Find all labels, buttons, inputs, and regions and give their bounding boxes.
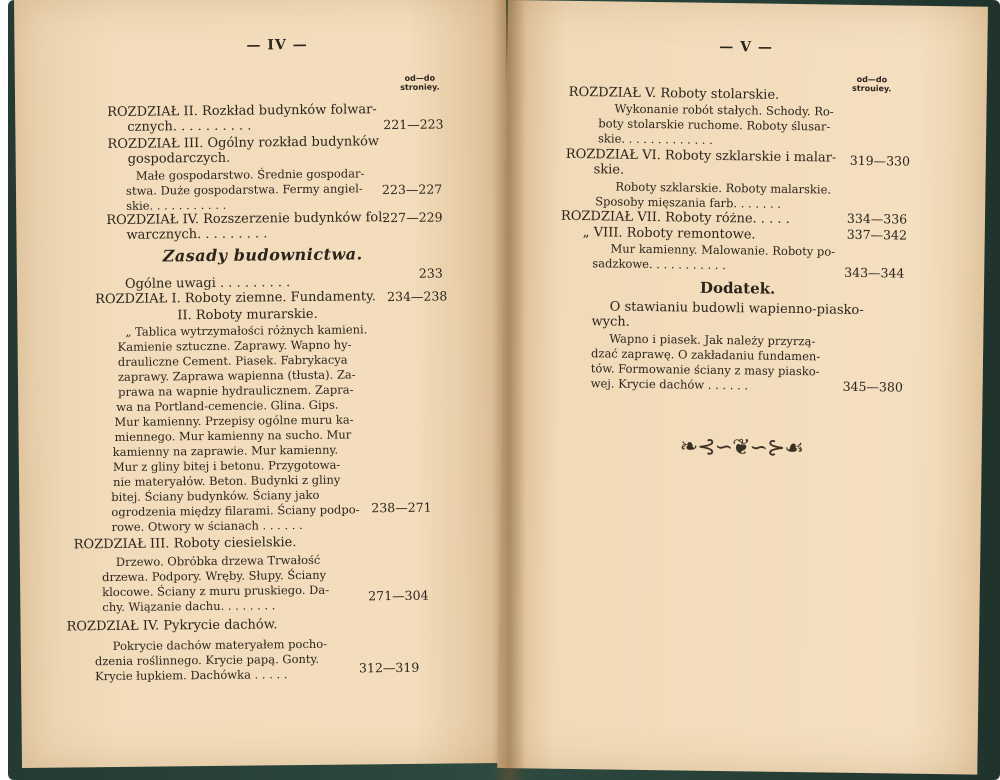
page-range: 227—229 <box>382 209 443 226</box>
toc-line: Wykonanie robót stałych. Schody. Ro- <box>614 101 834 119</box>
toc-line: stwa. Duże gospodarstwa. Fermy angiel- <box>125 181 363 198</box>
page-range: 221—223 <box>383 116 444 133</box>
page-range: 334—336 <box>846 210 908 227</box>
toc-line: kamienny na zaprawie. Mur kamienny. <box>112 442 339 459</box>
section-title: Zasady budownictwa. <box>162 244 363 266</box>
toc-line: cznych. . . . . . . . . . <box>127 118 252 135</box>
toc-line: chy. Wiązanie dachu. . . . . . . . <box>102 598 276 615</box>
toc-line: zaprawy. Zaprawa wapienna (tłusta). Za- <box>117 367 356 384</box>
toc-line: O stawianiu budowli wapienno-piasko- <box>609 299 864 318</box>
toc-entry: ROZDZIAŁ VI. Roboty szklarskie i malar- <box>565 146 837 166</box>
toc-line: sadzkowe. . . . . . . . . . . <box>592 256 726 273</box>
toc-line: skie. . . . . . . . . . . . . <box>597 131 713 147</box>
left-page <box>14 0 514 768</box>
toc-entry: ROZDZIAŁ III. Ogólny rozkład budynków <box>107 134 380 153</box>
page-range: 233 <box>418 265 443 281</box>
ornament-flourish: ❧⊰∽❦∽⊱☙ <box>679 434 804 462</box>
toc-line: Wapno i piasek. Jak należy przyrzą- <box>609 331 816 349</box>
page-range: 271—304 <box>368 587 429 604</box>
toc-line: drzewa. Podpory. Wręby. Słupy. Ściany <box>101 567 327 585</box>
toc-entry: ROZDZIAŁ V. Roboty stolarskie. <box>568 84 780 103</box>
toc-line: Małe gospodarstwo. Średnie gospodar- <box>135 166 365 183</box>
toc-line: boty stolarskie ruchome. Roboty ślusar- <box>598 116 831 134</box>
toc-line: Ogólne uwagi . . . . . . . . . <box>124 275 291 292</box>
page-range: 223—227 <box>381 181 443 198</box>
toc-line: rowe. Otwory w ścianach . . . . . . <box>111 518 303 535</box>
toc-line: tów. Formowanie ściany z masy piasko- <box>590 361 820 379</box>
toc-line: Mur kamienny. Przepisy ogólne muru ka- <box>114 412 354 429</box>
toc-line: klocowe. Ściany z muru pruskiego. Da- <box>102 582 330 600</box>
toc-entry: „ VIII. Roboty remontowe. <box>582 225 756 243</box>
page-range: 343—344 <box>844 264 905 281</box>
toc-line: Mur kamienny. Malowanie. Roboty po- <box>610 241 836 259</box>
page-number: — V — <box>719 38 774 56</box>
column-header: od—do stroniey. <box>400 73 440 92</box>
toc-entry: ROZDZIAŁ I. Roboty ziemne. Fundamenty. <box>95 289 376 308</box>
toc-line: bitej. Ściany budynków. Ściany jako <box>111 487 320 505</box>
toc-line: dzenia roślinnego. Krycie papą. Gonty. <box>94 651 320 669</box>
toc-line: gospodarczych. <box>127 150 231 167</box>
page-range: 337—342 <box>846 226 908 243</box>
right-page <box>497 0 988 775</box>
toc-line: warcznych. . . . . . . . . <box>126 226 268 243</box>
section-title: Dodatek. <box>699 278 776 298</box>
toc-entry: ROZDZIAŁ III. Roboty ciesielskie. <box>73 535 297 553</box>
toc-line: Krycie łupkiem. Dachówka . . . . . <box>95 667 288 684</box>
page-range: 312—319 <box>358 659 420 676</box>
toc-line: nie materyałów. Beton. Budynki z gliny <box>112 472 341 489</box>
toc-entry: ROZDZIAŁ II. Rozkład budynków folwar- <box>107 102 377 121</box>
toc-line: dzać zaprawę. O zakładaniu fundamen- <box>590 346 821 364</box>
page-number: — IV — <box>246 36 308 54</box>
page-range: 238—271 <box>371 499 432 516</box>
toc-line: wa na Portland-cemencie. Glina. Gips. <box>116 397 339 414</box>
column-header: od—do strouiey. <box>852 74 892 94</box>
toc-entry: ROZDZIAŁ IV. Rozszerzenie budynków fol- <box>106 210 387 229</box>
page-range: 319—330 <box>849 152 911 169</box>
toc-line: drauliczne Cement. Piasek. Fabrykacya <box>117 352 348 369</box>
toc-line: Drzewo. Obróbka drzewa Trwałość <box>115 552 321 569</box>
toc-line: wej. Krycie dachów . . . . . . <box>590 376 749 393</box>
toc-entry: ROZDZIAŁ VII. Roboty różne. . . . . <box>560 208 790 227</box>
toc-line: „ Tablica wytrzymałości różnych kamieni. <box>125 322 368 339</box>
toc-entry: ROZDZIAŁ IV. Pykrycie dachów. <box>66 617 278 635</box>
toc-line: prawa na wapnie hydraulicznem. Zapra- <box>118 382 354 399</box>
toc-line: miennego. Mur kamienny na sucho. Mur <box>114 427 352 444</box>
toc-line: skie. . . . . . . . . . . <box>126 197 227 213</box>
toc-line: Pokrycie dachów materyałem pocho- <box>112 636 328 654</box>
page-range: 345—380 <box>842 378 903 395</box>
page-range: 234—238 <box>387 288 448 305</box>
toc-line: Kamienie sztuczne. Zaprawy. Wapno hy- <box>117 337 352 354</box>
book-gutter <box>492 0 526 780</box>
toc-line: wych. <box>591 314 630 330</box>
toc-line: ogrodzenia między filarami. Ściany podpo- <box>111 502 360 520</box>
toc-line: Sposoby mięszania farb. . . . . . . <box>595 194 782 211</box>
toc-line: Roboty szklarskie. Roboty malarskie. <box>615 179 832 197</box>
toc-line: Mur z gliny bitej i betonu. Przygotowa- <box>112 457 341 474</box>
toc-entry: II. Roboty murarskie. <box>177 306 318 324</box>
toc-line: skie. <box>593 162 625 178</box>
